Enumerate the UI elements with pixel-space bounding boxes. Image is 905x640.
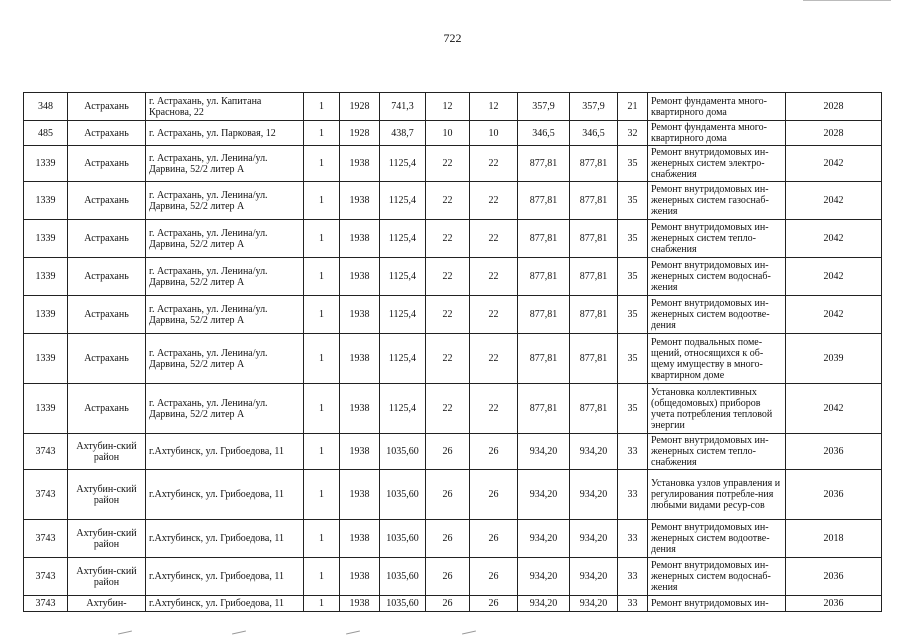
cost-a-cell: 877,81 [518, 384, 570, 434]
housing-repair-table [23, 92, 882, 612]
row-id-cell: 1339 [24, 296, 68, 334]
table-row [24, 182, 882, 220]
locality-cell: Ахтубин- [68, 596, 146, 612]
value-a-cell: 22 [426, 296, 470, 334]
cost-a-cell: 877,81 [518, 182, 570, 220]
planned-year-cell: 2039 [786, 334, 882, 384]
cost-a-cell: 877,81 [518, 146, 570, 182]
build-year-cell: 1938 [340, 596, 380, 612]
table-row [24, 558, 882, 596]
value-b-cell: 26 [470, 596, 518, 612]
address-cell: г. Астрахань, ул. Ленина/ул. Дарвина, 52/2 литер А [146, 182, 304, 220]
count-value-cell: 1 [304, 296, 340, 334]
count-value-cell: 1 [304, 470, 340, 520]
value-b-cell: 22 [470, 258, 518, 296]
value-b-cell: 22 [470, 384, 518, 434]
total-area-cell: 1035,60 [380, 520, 426, 558]
cost-a-cell: 877,81 [518, 334, 570, 384]
build-year-cell: 1928 [340, 121, 380, 146]
value-c-cell: 35 [618, 220, 648, 258]
build-year-cell: 1938 [340, 558, 380, 596]
total-area-cell: 1125,4 [380, 258, 426, 296]
cost-a-cell: 934,20 [518, 558, 570, 596]
address-cell: г.Ахтубинск, ул. Грибоедова, 11 [146, 470, 304, 520]
cost-a-cell: 877,81 [518, 296, 570, 334]
planned-year-cell: 2042 [786, 182, 882, 220]
table-row [24, 296, 882, 334]
value-a-cell: 26 [426, 596, 470, 612]
locality-cell: Астрахань [68, 93, 146, 121]
value-b-cell: 22 [470, 334, 518, 384]
address-cell: г. Астрахань, ул. Ленина/ул. Дарвина, 52/2 литер А [146, 296, 304, 334]
total-area-cell: 741,3 [380, 93, 426, 121]
planned-year-cell: 2042 [786, 258, 882, 296]
cost-b-cell: 877,81 [570, 258, 618, 296]
cost-a-cell: 877,81 [518, 220, 570, 258]
work-description-cell: Ремонт внутридомовых ин-женерных систем газоснаб-жения [648, 182, 786, 220]
value-b-cell: 26 [470, 558, 518, 596]
value-c-cell: 35 [618, 296, 648, 334]
address-cell: г.Ахтубинск, ул. Грибоедова, 11 [146, 596, 304, 612]
row-id-cell: 1339 [24, 182, 68, 220]
row-id-cell: 1339 [24, 258, 68, 296]
cost-a-cell: 357,9 [518, 93, 570, 121]
total-area-cell: 1035,60 [380, 558, 426, 596]
value-a-cell: 26 [426, 434, 470, 470]
cost-b-cell: 357,9 [570, 93, 618, 121]
table-row [24, 334, 882, 384]
table-row [24, 258, 882, 296]
cost-b-cell: 877,81 [570, 334, 618, 384]
cost-b-cell: 346,5 [570, 121, 618, 146]
value-b-cell: 22 [470, 146, 518, 182]
build-year-cell: 1938 [340, 220, 380, 258]
value-c-cell: 33 [618, 434, 648, 470]
cost-a-cell: 934,20 [518, 596, 570, 612]
planned-year-cell: 2036 [786, 558, 882, 596]
address-cell: г. Астрахань, ул. Парковая, 12 [146, 121, 304, 146]
value-a-cell: 22 [426, 258, 470, 296]
count-value-cell: 1 [304, 434, 340, 470]
corner-mark [803, 0, 891, 1]
table-row [24, 93, 882, 121]
total-area-cell: 1035,60 [380, 596, 426, 612]
total-area-cell: 1035,60 [380, 434, 426, 470]
cost-a-cell: 877,81 [518, 258, 570, 296]
locality-cell: Астрахань [68, 220, 146, 258]
address-cell: г. Астрахань, ул. Капитана Краснова, 22 [146, 93, 304, 121]
row-id-cell: 3743 [24, 470, 68, 520]
table-row [24, 520, 882, 558]
locality-cell: Астрахань [68, 296, 146, 334]
value-a-cell: 26 [426, 520, 470, 558]
cost-b-cell: 934,20 [570, 470, 618, 520]
value-c-cell: 35 [618, 384, 648, 434]
planned-year-cell: 2042 [786, 296, 882, 334]
build-year-cell: 1938 [340, 296, 380, 334]
value-c-cell: 33 [618, 596, 648, 612]
row-id-cell: 1339 [24, 334, 68, 384]
planned-year-cell: 2028 [786, 121, 882, 146]
work-description-cell: Ремонт фундамента много-квартирного дома [648, 93, 786, 121]
locality-cell: Астрахань [68, 384, 146, 434]
count-value-cell: 1 [304, 220, 340, 258]
work-description-cell: Ремонт подвальных поме-щений, относящихся к об-щему имуществу в много-квартирном доме [648, 334, 786, 384]
value-a-cell: 22 [426, 182, 470, 220]
value-a-cell: 22 [426, 146, 470, 182]
total-area-cell: 1125,4 [380, 384, 426, 434]
locality-cell: Ахтубин-ский район [68, 558, 146, 596]
count-value-cell: 1 [304, 146, 340, 182]
value-a-cell: 22 [426, 334, 470, 384]
address-cell: г.Ахтубинск, ул. Грибоедова, 11 [146, 558, 304, 596]
value-c-cell: 32 [618, 121, 648, 146]
cost-b-cell: 934,20 [570, 434, 618, 470]
work-description-cell: Ремонт внутридомовых ин- [648, 596, 786, 612]
count-value-cell: 1 [304, 520, 340, 558]
row-id-cell: 3743 [24, 558, 68, 596]
address-cell: г. Астрахань, ул. Ленина/ул. Дарвина, 52/2 литер А [146, 258, 304, 296]
work-description-cell: Ремонт внутридомовых ин-женерных систем тепло-снабжения [648, 220, 786, 258]
locality-cell: Астрахань [68, 121, 146, 146]
value-c-cell: 33 [618, 470, 648, 520]
table-body [24, 93, 882, 612]
table-row [24, 121, 882, 146]
row-id-cell: 1339 [24, 146, 68, 182]
work-description-cell: Установка узлов управления и регулирования потребле-ния любыми видами ресур-сов [648, 470, 786, 520]
total-area-cell: 1125,4 [380, 220, 426, 258]
table-row [24, 384, 882, 434]
work-description-cell: Ремонт внутридомовых ин-женерных систем водоотве-дения [648, 520, 786, 558]
row-id-cell: 3743 [24, 434, 68, 470]
value-c-cell: 35 [618, 334, 648, 384]
build-year-cell: 1938 [340, 520, 380, 558]
locality-cell: Астрахань [68, 258, 146, 296]
count-value-cell: 1 [304, 558, 340, 596]
value-a-cell: 26 [426, 558, 470, 596]
page-number: 722 [443, 31, 462, 45]
address-cell: г.Ахтубинск, ул. Грибоедова, 11 [146, 434, 304, 470]
value-b-cell: 12 [470, 93, 518, 121]
value-b-cell: 26 [470, 470, 518, 520]
build-year-cell: 1938 [340, 334, 380, 384]
locality-cell: Ахтубин-ский район [68, 470, 146, 520]
cost-a-cell: 934,20 [518, 470, 570, 520]
value-b-cell: 22 [470, 182, 518, 220]
build-year-cell: 1938 [340, 384, 380, 434]
work-description-cell: Ремонт внутридомовых ин-женерных систем электро-снабжения [648, 146, 786, 182]
cost-b-cell: 934,20 [570, 520, 618, 558]
count-value-cell: 1 [304, 258, 340, 296]
cost-a-cell: 934,20 [518, 520, 570, 558]
table-row [24, 146, 882, 182]
locality-cell: Астрахань [68, 146, 146, 182]
cost-b-cell: 877,81 [570, 182, 618, 220]
value-a-cell: 12 [426, 93, 470, 121]
value-b-cell: 22 [470, 220, 518, 258]
total-area-cell: 1035,60 [380, 470, 426, 520]
cost-b-cell: 877,81 [570, 146, 618, 182]
table-row [24, 434, 882, 470]
value-c-cell: 33 [618, 520, 648, 558]
planned-year-cell: 2018 [786, 520, 882, 558]
work-description-cell: Установка коллективных (общедомовых) приборов учета потребления тепловой энергии [648, 384, 786, 434]
build-year-cell: 1938 [340, 470, 380, 520]
cost-b-cell: 877,81 [570, 220, 618, 258]
value-c-cell: 35 [618, 146, 648, 182]
count-value-cell: 1 [304, 334, 340, 384]
address-cell: г. Астрахань, ул. Ленина/ул. Дарвина, 52/2 литер А [146, 146, 304, 182]
table-row [24, 220, 882, 258]
count-value-cell: 1 [304, 93, 340, 121]
total-area-cell: 1125,4 [380, 296, 426, 334]
build-year-cell: 1928 [340, 93, 380, 121]
address-cell: г. Астрахань, ул. Ленина/ул. Дарвина, 52/2 литер А [146, 334, 304, 384]
table-row [24, 470, 882, 520]
value-c-cell: 35 [618, 182, 648, 220]
locality-cell: Ахтубин-ский район [68, 520, 146, 558]
cost-a-cell: 346,5 [518, 121, 570, 146]
count-value-cell: 1 [304, 121, 340, 146]
planned-year-cell: 2036 [786, 434, 882, 470]
work-description-cell: Ремонт внутридомовых ин-женерных систем водоснаб-жения [648, 258, 786, 296]
cost-b-cell: 934,20 [570, 558, 618, 596]
row-id-cell: 348 [24, 93, 68, 121]
row-id-cell: 485 [24, 121, 68, 146]
build-year-cell: 1938 [340, 146, 380, 182]
planned-year-cell: 2036 [786, 470, 882, 520]
value-b-cell: 26 [470, 520, 518, 558]
address-cell: г. Астрахань, ул. Ленина/ул. Дарвина, 52/2 литер А [146, 384, 304, 434]
work-description-cell: Ремонт фундамента много-квартирного дома [648, 121, 786, 146]
work-description-cell: Ремонт внутридомовых ин-женерных систем водоснаб-жения [648, 558, 786, 596]
value-b-cell: 22 [470, 296, 518, 334]
value-b-cell: 26 [470, 434, 518, 470]
cost-b-cell: 934,20 [570, 596, 618, 612]
count-value-cell: 1 [304, 182, 340, 220]
planned-year-cell: 2028 [786, 93, 882, 121]
locality-cell: Астрахань [68, 182, 146, 220]
value-c-cell: 21 [618, 93, 648, 121]
planned-year-cell: 2042 [786, 146, 882, 182]
build-year-cell: 1938 [340, 434, 380, 470]
total-area-cell: 1125,4 [380, 182, 426, 220]
value-c-cell: 35 [618, 258, 648, 296]
row-id-cell: 3743 [24, 596, 68, 612]
row-id-cell: 1339 [24, 384, 68, 434]
planned-year-cell: 2036 [786, 596, 882, 612]
cost-b-cell: 877,81 [570, 296, 618, 334]
value-b-cell: 10 [470, 121, 518, 146]
row-id-cell: 3743 [24, 520, 68, 558]
value-a-cell: 22 [426, 220, 470, 258]
build-year-cell: 1938 [340, 182, 380, 220]
row-id-cell: 1339 [24, 220, 68, 258]
value-c-cell: 33 [618, 558, 648, 596]
planned-year-cell: 2042 [786, 220, 882, 258]
locality-cell: Ахтубин-ский район [68, 434, 146, 470]
address-cell: г.Ахтубинск, ул. Грибоедова, 11 [146, 520, 304, 558]
count-value-cell: 1 [304, 384, 340, 434]
cost-a-cell: 934,20 [518, 434, 570, 470]
build-year-cell: 1938 [340, 258, 380, 296]
scan-edge-marks [0, 628, 905, 640]
cost-b-cell: 877,81 [570, 384, 618, 434]
total-area-cell: 1125,4 [380, 334, 426, 384]
locality-cell: Астрахань [68, 334, 146, 384]
work-description-cell: Ремонт внутридомовых ин-женерных систем водоотве-дения [648, 296, 786, 334]
planned-year-cell: 2042 [786, 384, 882, 434]
total-area-cell: 438,7 [380, 121, 426, 146]
count-value-cell: 1 [304, 596, 340, 612]
value-a-cell: 26 [426, 470, 470, 520]
total-area-cell: 1125,4 [380, 146, 426, 182]
table-row [24, 596, 882, 612]
address-cell: г. Астрахань, ул. Ленина/ул. Дарвина, 52/2 литер А [146, 220, 304, 258]
value-a-cell: 22 [426, 384, 470, 434]
work-description-cell: Ремонт внутридомовых ин-женерных систем тепло-снабжения [648, 434, 786, 470]
value-a-cell: 10 [426, 121, 470, 146]
